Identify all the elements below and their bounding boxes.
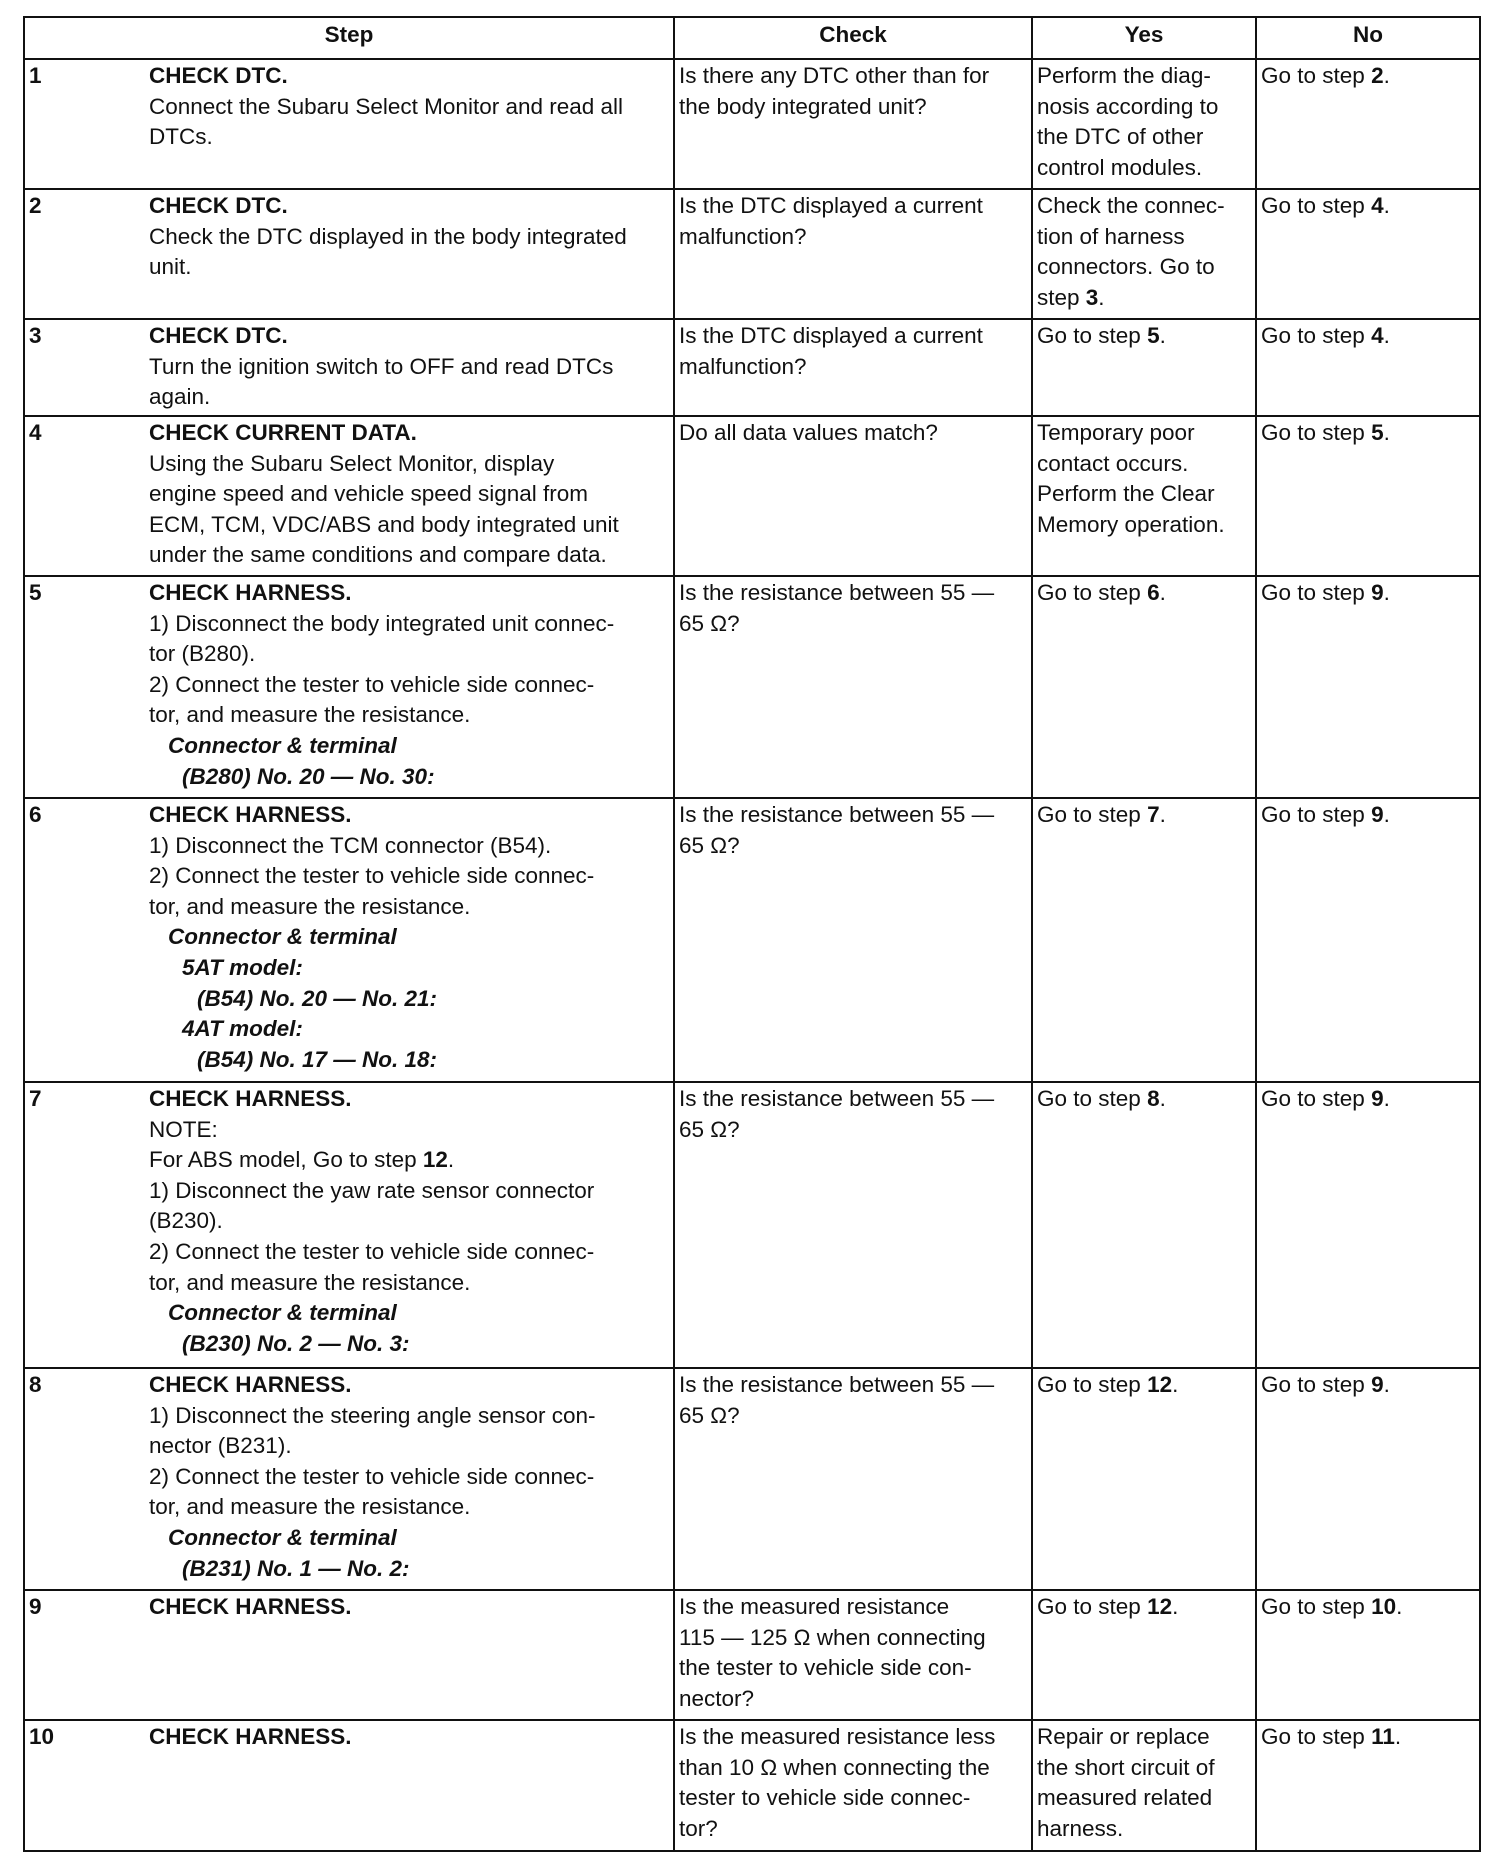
step-number: 9 [29, 1594, 42, 1619]
step-number: 5 [29, 580, 42, 605]
step-title: CHECK DTC. [149, 323, 288, 348]
no-text-end: . [1383, 193, 1390, 218]
step-line: 1) Disconnect the steering angle sensor con- [149, 1402, 596, 1428]
connector-terminal-heading: Connector & terminal [168, 924, 397, 950]
step-cell [24, 1082, 674, 1368]
step-line: DTCs. [149, 124, 213, 150]
step-line: Connect the Subaru Select Monitor and read all [149, 93, 624, 119]
no-text: Go to step [1261, 420, 1372, 445]
step-line: tor, and measure the resistance. [149, 893, 471, 919]
check-line: tor? [679, 1815, 718, 1841]
check-line: 65 Ω? [679, 832, 740, 858]
table-row [24, 59, 1480, 189]
step-line: 2) Connect the tester to vehicle side connec- [149, 1238, 595, 1264]
step-line: (B230). [149, 1208, 223, 1234]
header-no: No [1256, 17, 1480, 59]
step-line: 2) Connect the tester to vehicle side connec- [149, 1463, 595, 1489]
step-line: tor, and measure the resistance. [149, 1269, 471, 1295]
step-cell [24, 1720, 674, 1851]
step-cell [24, 416, 674, 576]
step-line: unit. [149, 254, 192, 280]
no-step-ref: 4 [1371, 193, 1384, 218]
no-text: Go to step [1261, 1372, 1372, 1397]
table-row [24, 798, 1480, 1082]
no-text: Go to step [1261, 580, 1372, 605]
check-line: 65 Ω? [679, 610, 740, 636]
step-line: 2) Connect the tester to vehicle side connec- [149, 671, 595, 697]
no-text: Go to step [1261, 802, 1372, 827]
yes-line: Check the connec- [1037, 193, 1225, 218]
header-check: Check [674, 17, 1032, 59]
step-cell [24, 1368, 674, 1590]
no-step-ref: 11 [1371, 1724, 1395, 1749]
check-line: Is the measured resistance [679, 1594, 950, 1619]
yes-cell [1032, 189, 1256, 319]
yes-cell [1032, 576, 1256, 798]
no-cell [1256, 1368, 1480, 1590]
yes-text-end: . [1159, 802, 1166, 827]
check-cell [674, 416, 1032, 576]
check-line: Is the resistance between 55 — [679, 580, 995, 605]
note-text [149, 1145, 669, 1176]
table-row [24, 1368, 1480, 1590]
yes-step-ref: 12 [1147, 1372, 1173, 1397]
step-title: CHECK HARNESS. [149, 1724, 352, 1749]
check-line: the tester to vehicle side con- [679, 1655, 972, 1681]
step-title: CHECK HARNESS. [149, 1594, 352, 1619]
no-text: Go to step [1261, 323, 1372, 348]
step-number: 8 [29, 1372, 42, 1397]
yes-text: step [1037, 284, 1086, 310]
no-text-end: . [1396, 1594, 1403, 1619]
table-row [24, 319, 1480, 416]
step-line: 2) Connect the tester to vehicle side connec- [149, 863, 595, 889]
step-number: 10 [29, 1724, 55, 1749]
yes-step-ref: 7 [1147, 802, 1160, 827]
step-line: engine speed and vehicle speed signal from [149, 481, 589, 507]
no-cell [1256, 416, 1480, 576]
yes-line: the short circuit of [1037, 1754, 1215, 1780]
no-cell [1256, 798, 1480, 1082]
step-number: 2 [29, 193, 42, 218]
no-text-end: . [1383, 1086, 1390, 1111]
diagnostic-table [23, 16, 1481, 1852]
note-text-start: For ABS model, Go to step [149, 1147, 423, 1173]
no-step-ref: 2 [1371, 63, 1384, 88]
yes-text-end: . [1098, 284, 1105, 310]
header-row [24, 17, 1480, 59]
yes-line: nosis according to [1037, 93, 1219, 119]
yes-step-ref: 12 [1147, 1594, 1173, 1619]
table-row [24, 576, 1480, 798]
check-line: the body integrated unit? [679, 93, 927, 119]
connector-terminal-spec: (B280) No. 20 — No. 30: [182, 763, 435, 789]
no-text: Go to step [1261, 63, 1372, 88]
yes-cell [1032, 1082, 1256, 1368]
table-row [24, 1082, 1480, 1368]
check-cell [674, 319, 1032, 416]
yes-line: harness. [1037, 1815, 1124, 1841]
connector-terminal-spec: (B54) No. 20 — No. 21: [197, 985, 438, 1011]
no-step-ref: 9 [1371, 802, 1384, 827]
note-label: NOTE: [149, 1116, 218, 1142]
no-cell [1256, 1720, 1480, 1851]
check-line: Is the resistance between 55 — [679, 1086, 995, 1111]
check-line: than 10 Ω when connecting the [679, 1754, 990, 1780]
no-text-end: . [1383, 802, 1390, 827]
check-cell [674, 1590, 1032, 1720]
step-cell [24, 189, 674, 319]
yes-cell [1032, 1720, 1256, 1851]
yes-cell [1032, 798, 1256, 1082]
check-line: Is the resistance between 55 — [679, 802, 995, 827]
no-text: Go to step [1261, 1724, 1372, 1749]
table-row [24, 1720, 1480, 1851]
step-title: CHECK DTC. [149, 193, 288, 218]
yes-line: connectors. Go to [1037, 254, 1215, 280]
note-text-end: . [447, 1147, 455, 1173]
no-text-end: . [1383, 420, 1390, 445]
yes-text-end: . [1159, 323, 1166, 348]
yes-text-end: . [1172, 1372, 1179, 1397]
no-step-ref: 9 [1371, 580, 1384, 605]
yes-text: Go to step [1037, 802, 1148, 827]
step-cell [24, 576, 674, 798]
no-text-end: . [1383, 1372, 1390, 1397]
yes-line: measured related [1037, 1785, 1213, 1811]
yes-step-ref: 8 [1147, 1086, 1160, 1111]
yes-step-ref: 5 [1147, 323, 1160, 348]
yes-step-ref: 3 [1085, 284, 1099, 310]
step-title: CHECK HARNESS. [149, 802, 352, 827]
step-cell [24, 59, 674, 189]
connector-terminal-spec: (B230) No. 2 — No. 3: [182, 1330, 410, 1356]
table-row [24, 416, 1480, 576]
check-cell [674, 59, 1032, 189]
yes-line: Perform the diag- [1037, 63, 1211, 88]
yes-text: Go to step [1037, 323, 1148, 348]
yes-line: Memory operation. [1037, 511, 1225, 537]
no-text-end: . [1383, 63, 1390, 88]
connector-terminal-spec: (B231) No. 1 — No. 2: [182, 1555, 410, 1581]
connector-terminal-heading: Connector & terminal [168, 1300, 397, 1326]
no-step-ref: 9 [1371, 1086, 1384, 1111]
check-line: Do all data values match? [679, 420, 938, 445]
step-number: 7 [29, 1086, 42, 1111]
step-title: CHECK HARNESS. [149, 580, 352, 605]
yes-line-last [1037, 283, 1251, 314]
step-number: 3 [29, 323, 42, 348]
table-row [24, 189, 1480, 319]
check-line: Is the resistance between 55 — [679, 1372, 995, 1397]
check-cell [674, 576, 1032, 798]
check-line: 65 Ω? [679, 1402, 740, 1428]
no-text-end: . [1383, 580, 1390, 605]
step-line: Turn the ignition switch to OFF and read DTCs [149, 353, 614, 379]
step-cell [24, 798, 674, 1082]
check-cell [674, 1368, 1032, 1590]
step-title: CHECK HARNESS. [149, 1372, 352, 1397]
yes-step-ref: 6 [1147, 580, 1160, 605]
no-text-end: . [1394, 1724, 1402, 1749]
check-line: nector? [679, 1685, 755, 1711]
no-text: Go to step [1261, 1086, 1372, 1111]
no-step-ref: 10 [1371, 1594, 1397, 1619]
yes-line: Perform the Clear [1037, 481, 1215, 507]
step-line: nector (B231). [149, 1433, 292, 1459]
no-text: Go to step [1261, 1594, 1372, 1619]
yes-line: Repair or replace [1037, 1724, 1210, 1749]
step-line: ECM, TCM, VDC/ABS and body integrated unit [149, 511, 619, 537]
yes-line: contact occurs. [1037, 450, 1189, 476]
yes-text: Go to step [1037, 1086, 1148, 1111]
yes-text-end: . [1159, 580, 1166, 605]
no-cell [1256, 576, 1480, 798]
yes-line: tion of harness [1037, 223, 1185, 249]
no-cell [1256, 189, 1480, 319]
yes-cell [1032, 59, 1256, 189]
check-line: 65 Ω? [679, 1116, 740, 1142]
step-cell [24, 1590, 674, 1720]
step-cell [24, 319, 674, 416]
step-line: Using the Subaru Select Monitor, display [149, 450, 555, 476]
check-line: Is there any DTC other than for [679, 63, 990, 88]
check-line: Is the DTC displayed a current [679, 323, 983, 348]
yes-line: the DTC of other [1037, 124, 1204, 150]
connector-model-label: 4AT model: [182, 1016, 303, 1042]
no-text: Go to step [1261, 193, 1372, 218]
check-line: malfunction? [679, 353, 807, 379]
check-cell [674, 189, 1032, 319]
no-step-ref: 4 [1371, 323, 1384, 348]
check-line: Is the measured resistance less [679, 1724, 996, 1749]
yes-line: Temporary poor [1037, 420, 1195, 445]
no-cell [1256, 1590, 1480, 1720]
connector-terminal-spec: (B54) No. 17 — No. 18: [197, 1046, 438, 1072]
yes-text: Go to step [1037, 580, 1148, 605]
yes-cell [1032, 1368, 1256, 1590]
step-line: tor, and measure the resistance. [149, 1494, 471, 1520]
step-title: CHECK CURRENT DATA. [149, 420, 417, 445]
no-cell [1256, 1082, 1480, 1368]
check-line: Is the DTC displayed a current [679, 193, 983, 218]
table-row [24, 1590, 1480, 1720]
step-line: under the same conditions and compare data. [149, 542, 607, 568]
yes-text: Go to step [1037, 1594, 1148, 1619]
step-title: CHECK HARNESS. [149, 1086, 352, 1111]
step-line: 1) Disconnect the TCM connector (B54). [149, 832, 552, 858]
check-cell [674, 798, 1032, 1082]
check-line: tester to vehicle side connec- [679, 1785, 971, 1811]
no-text-end: . [1383, 323, 1390, 348]
yes-text: Go to step [1037, 1372, 1148, 1397]
check-cell [674, 1720, 1032, 1851]
connector-model-label: 5AT model: [182, 954, 303, 980]
no-step-ref: 5 [1371, 420, 1384, 445]
no-cell [1256, 319, 1480, 416]
step-line: 1) Disconnect the body integrated unit connec- [149, 610, 615, 636]
header-step: Step [24, 17, 674, 59]
check-cell [674, 1082, 1032, 1368]
yes-line: control modules. [1037, 154, 1203, 180]
step-number: 1 [29, 63, 42, 88]
check-line: malfunction? [679, 223, 807, 249]
note-step-ref: 12 [422, 1147, 448, 1173]
header-yes: Yes [1032, 17, 1256, 59]
step-number: 4 [29, 420, 42, 445]
no-step-ref: 9 [1371, 1372, 1384, 1397]
yes-cell [1032, 416, 1256, 576]
step-title: CHECK DTC. [149, 63, 288, 88]
yes-text-end: . [1172, 1594, 1179, 1619]
step-line: tor, and measure the resistance. [149, 702, 471, 728]
check-line: 115 — 125 Ω when connecting [679, 1624, 986, 1650]
yes-text-end: . [1159, 1086, 1166, 1111]
connector-terminal-heading: Connector & terminal [168, 1524, 397, 1550]
no-cell [1256, 59, 1480, 189]
step-line: tor (B280). [149, 641, 256, 667]
connector-terminal-heading: Connector & terminal [168, 732, 397, 758]
yes-cell [1032, 1590, 1256, 1720]
step-line: again. [149, 384, 211, 410]
yes-cell [1032, 319, 1256, 416]
step-line: 1) Disconnect the yaw rate sensor connector [149, 1177, 595, 1203]
step-number: 6 [29, 802, 42, 827]
step-line: Check the DTC displayed in the body integrated [149, 223, 627, 249]
